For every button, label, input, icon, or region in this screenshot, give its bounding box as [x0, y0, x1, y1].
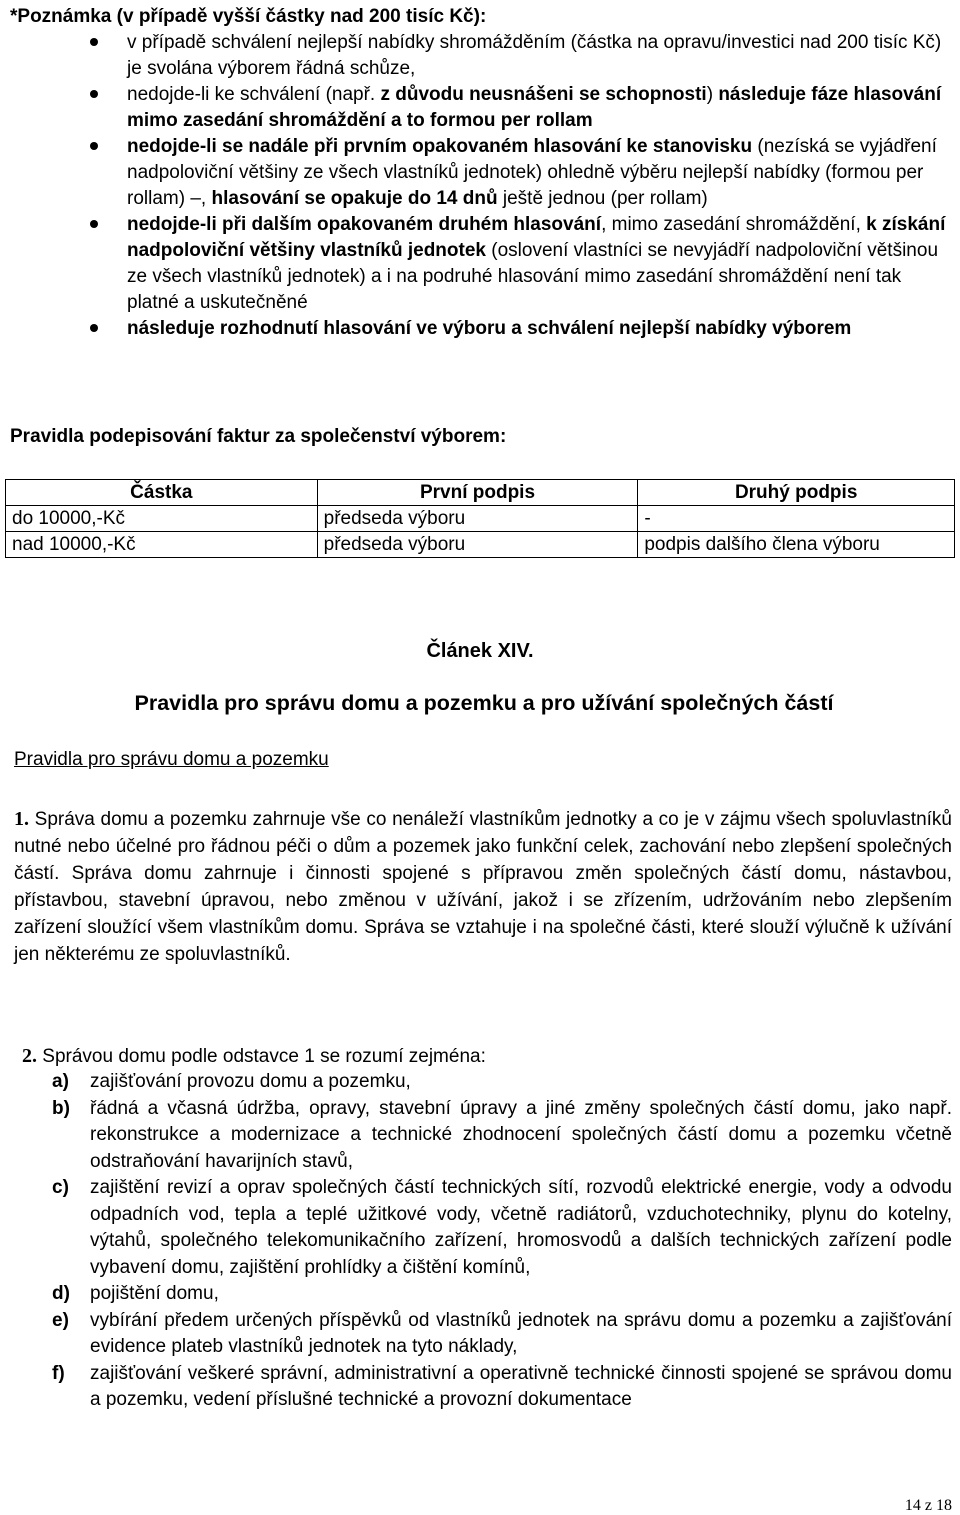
item-text: pojištění domu,	[90, 1283, 219, 1304]
item-label: d)	[52, 1283, 70, 1304]
paragraph-2-intro	[22, 1043, 486, 1070]
cell-amount: do 10000,-Kč	[6, 506, 318, 532]
item-label: a)	[52, 1071, 69, 1092]
item-text: zajištění revizí a oprav společných částí technických sítí, rozvodů elektrické energie, vody a odvodu odpadních vod, tepla a teplé užitkové vody, včetně radiátorů, vzduchotechniky, plynu do kotelny, výtahů, společného telekomunikačního zařízení, hromosvodů a dalších technických zařízení podle vybavení domu, zajištění prohlídky a čištění komínů,	[90, 1177, 952, 1278]
list-item	[14, 1281, 952, 1308]
paragraph-number: 2.	[22, 1045, 37, 1067]
header-first-signature: První podpis	[317, 480, 638, 506]
signing-table	[5, 479, 955, 558]
item-text: vybírání předem určených příspěvků od vlastníků jednotek na správu domu a pozemku a zajišťování evidence plateb vlastníků jednotek na tyto náklady,	[90, 1309, 952, 1357]
bold-text: k získání nadpoloviční většiny vlastníků jednotek	[127, 214, 946, 261]
text: v případě schválení nejlepší nabídky shromážděním (částka na opravu/investici nad 200 tisíc Kč) je svolána výborem řádná schůze,	[127, 32, 942, 79]
note-bullet	[10, 82, 950, 134]
item-label: b)	[52, 1097, 70, 1119]
paragraph-2-list	[14, 1069, 952, 1414]
text: (oslovení vlastníci se nevyjádří nadpoloviční většinou ze všech vlastníků jednotek) a i na podruhé hlasování mimo zasedání shromáždění není tak platné a uskutečněné	[127, 240, 939, 313]
section-heading: Pravidla pro správu domu a pozemku	[14, 749, 329, 770]
paragraph-text: Správa domu a pozemku zahrnuje vše co nenáleží vlastníkům jednotky a co je v zájmu všech spoluvlastníků nutné nebo účelné pro řádnou péči o dům a pozemek jako funkční celek, zachování nebo zlepšení společných částí. Správa domu zahrnuje i činnosti spojené s přípravou změn společných částí domu, nástavbou, přístavbou, stavební úpravou, nebo změnou v užívání, jakož i se zřízením, udržováním nebo zlepšením zařízení sloužící všem vlastníkům domu. Správa se vztahuje i na společné části, které slouží výlučně k užívání jen některému ze spoluvlastníků.	[14, 809, 952, 965]
list-item	[14, 1096, 952, 1176]
bullet-dot-icon	[90, 324, 98, 332]
cell-second-signature: -	[638, 506, 955, 532]
paragraph-1	[14, 806, 952, 968]
table-row	[6, 532, 955, 558]
bold-text: nedojde-li při dalším opakovaném druhém hlasování	[127, 214, 602, 235]
cell-second-signature: podpis dalšího člena výboru	[638, 532, 955, 558]
page-number: 14 z 18	[904, 1497, 952, 1514]
bold-text: z důvodu neusnášeni se schopnosti	[380, 84, 707, 105]
item-text: řádná a včasná údržba, opravy, stavební úpravy a jiné změny společných částí domu, jako např. rekonstrukce a modernizace a technické zhodnocení společných částí domu a pozemku včetně odstraňování havarijních stavů,	[90, 1097, 952, 1172]
text: , mimo zasedání shromáždění,	[601, 214, 867, 235]
note-title: *Poznámka (v případě vyšší částky nad 200 tisíc Kč):	[10, 6, 487, 27]
bullet-dot-icon	[90, 142, 98, 150]
article-number: Článek XIV.	[426, 640, 534, 662]
item-label: f)	[52, 1362, 65, 1384]
item-text: zajišťování veškeré správní, administrativní a operativně technické činnosti spojené se správou domu a pozemku, vedení příslušné technické a provozní dokumentace	[90, 1362, 952, 1410]
list-item	[14, 1175, 952, 1281]
cell-first-signature: předseda výboru	[317, 506, 638, 532]
text: (nezíská se vyjádření nadpoloviční většiny ze všech vlastníků jednotek) ohledně výběru nejlepší nabídky (formou per rollam) –,	[127, 136, 937, 209]
note-section	[10, 4, 950, 342]
item-label: c)	[52, 1177, 69, 1198]
note-bullet-list	[10, 30, 950, 342]
bold-text: nedojde-li se nadále při prvním opakovaném hlasování ke stanovisku	[127, 136, 753, 157]
list-item	[14, 1069, 952, 1096]
bullet-dot-icon	[90, 220, 98, 228]
paragraph-text: Správou domu podle odstavce 1 se rozumí zejména:	[37, 1046, 486, 1067]
table-row	[6, 506, 955, 532]
table-header-row	[6, 480, 955, 506]
note-bullet	[10, 134, 950, 212]
item-text: zajišťování provozu domu a pozemku,	[90, 1071, 411, 1092]
paragraph-number: 1.	[14, 808, 29, 830]
note-bullet	[10, 212, 950, 316]
bold-text: následuje fáze hlasování mimo zasedání shromáždění a to formou per rollam	[127, 84, 942, 131]
header-second-signature: Druhý podpis	[638, 480, 955, 506]
text: )	[706, 84, 719, 105]
cell-amount: nad 10000,-Kč	[6, 532, 318, 558]
header-amount: Částka	[6, 480, 318, 506]
text: nedojde-li ke schválení (např.	[127, 84, 381, 105]
list-item	[14, 1308, 952, 1361]
bold-text: následuje rozhodnutí hlasování ve výboru a schválení nejlepší nabídky výborem	[127, 318, 852, 339]
signing-heading: Pravidla podepisování faktur za společenství výborem:	[10, 426, 507, 447]
note-bullet	[10, 316, 950, 342]
item-label: e)	[52, 1309, 69, 1331]
note-bullet	[10, 30, 950, 82]
list-item	[14, 1361, 952, 1414]
cell-first-signature: předseda výboru	[317, 532, 638, 558]
text: ještě jednou (per rollam)	[497, 188, 708, 209]
article-title: Pravidla pro správu domu a pozemku a pro užívání společných částí	[134, 691, 834, 715]
bullet-dot-icon	[90, 90, 98, 98]
bullet-dot-icon	[90, 38, 98, 46]
bold-text: hlasování se opakuje do 14 dnů	[211, 188, 498, 209]
